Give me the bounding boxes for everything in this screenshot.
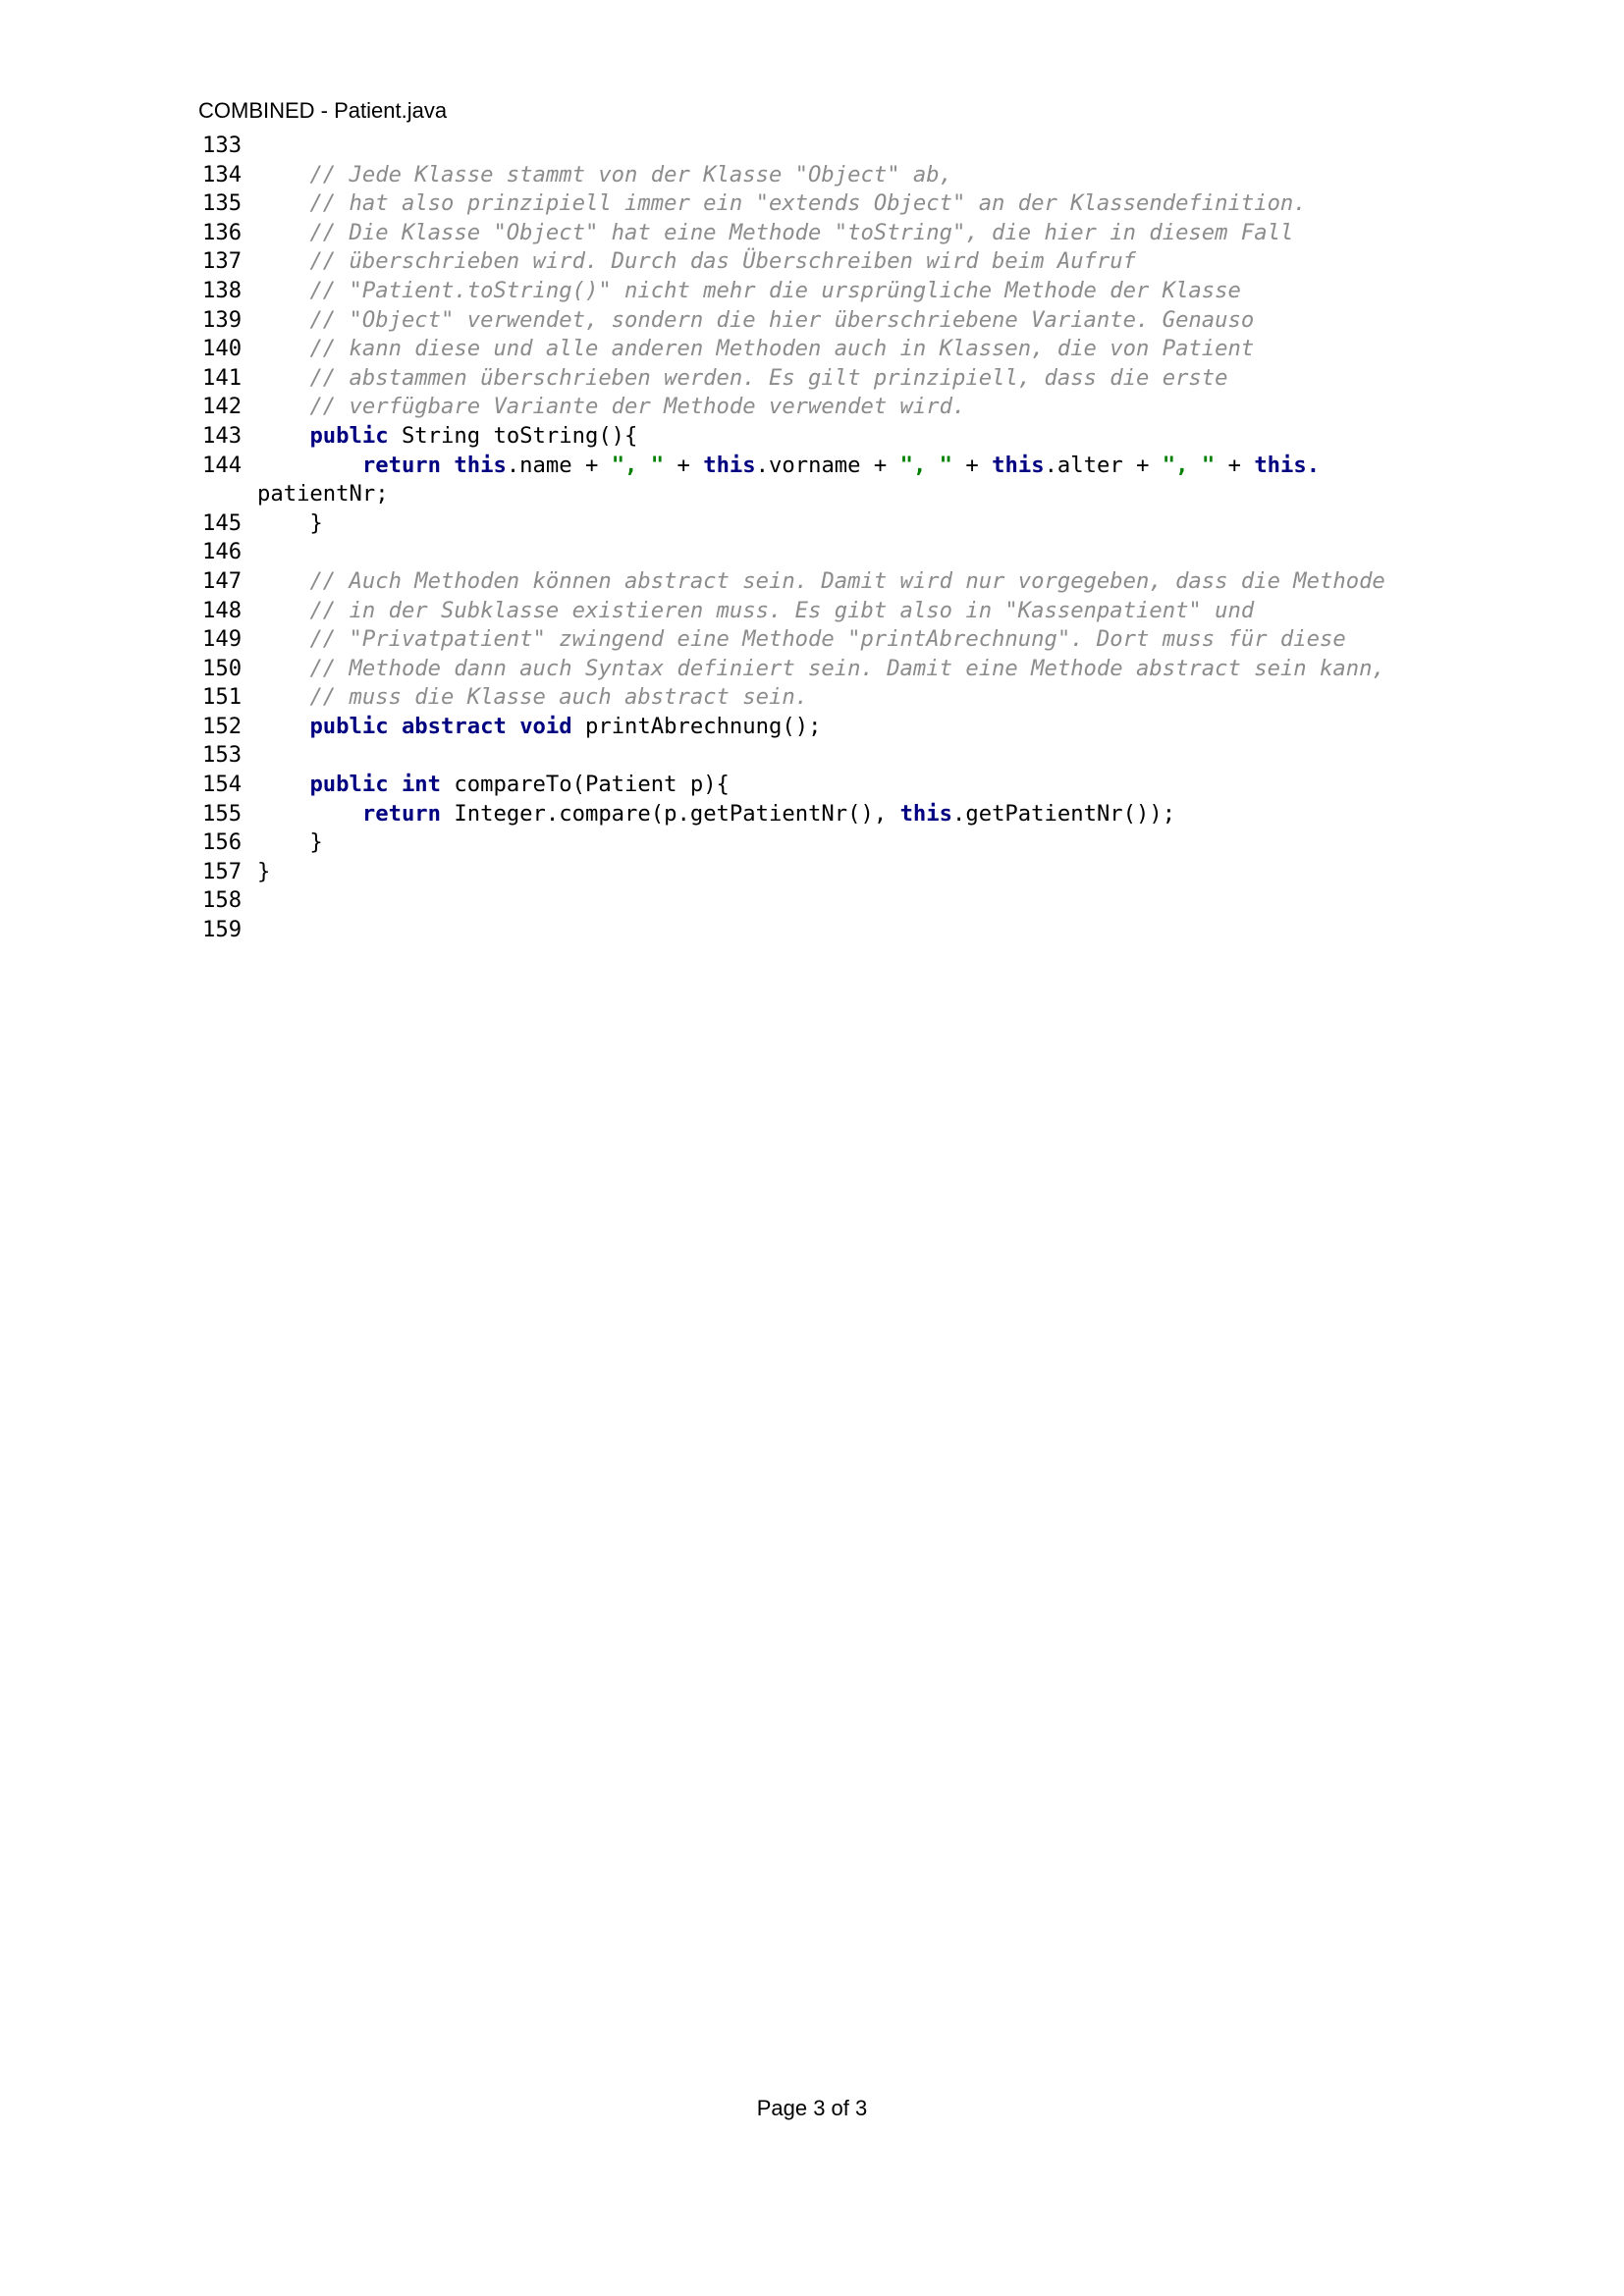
code-token-plain xyxy=(257,365,309,391)
line-code xyxy=(257,306,1254,336)
line-number: 143 xyxy=(202,422,243,449)
code-token-comment: // in der Subklasse existieren muss. Es gibt also in "Kassenpatient" und xyxy=(309,597,1255,623)
code-line xyxy=(202,219,1385,248)
line-code xyxy=(257,335,1254,364)
code-token-comment: // "Object" verwendet, sondern die hier überschriebene Variante. Genauso xyxy=(309,306,1255,333)
code-token-plain: String toString(){ xyxy=(388,422,638,449)
code-token-plain xyxy=(257,278,309,303)
code-token-plain: printAbrechnung(); xyxy=(571,713,822,739)
line-number: 149 xyxy=(202,626,243,653)
code-token-keyword: this. xyxy=(1254,452,1321,478)
line-code xyxy=(257,161,952,190)
code-token-keyword: this xyxy=(703,452,756,478)
code-token-comment: // verfügbare Variante der Methode verwendet wird. xyxy=(309,394,966,420)
line-number: 144 xyxy=(202,452,243,478)
code-line xyxy=(202,189,1385,219)
code-line xyxy=(202,538,1385,567)
code-line xyxy=(202,277,1385,306)
code-token-plain: } xyxy=(257,829,323,856)
code-token-plain: + xyxy=(1215,452,1255,478)
code-token-string: ", " xyxy=(611,452,665,478)
code-line xyxy=(202,452,1385,481)
code-token-plain: + xyxy=(952,452,993,478)
code-token-comment: // abstammen überschrieben werden. Es gilt prinzipiell, dass die erste xyxy=(309,364,1228,391)
code-line xyxy=(202,509,1385,539)
code-token-keyword: public xyxy=(309,422,389,449)
code-token-plain xyxy=(257,772,309,797)
line-number: 156 xyxy=(202,829,243,856)
code-line xyxy=(202,655,1385,684)
line-number: 136 xyxy=(202,219,243,245)
code-token-plain xyxy=(257,684,309,710)
line-number: 155 xyxy=(202,800,243,827)
code-token-comment: // "Privatpatient" zwingend eine Methode "printAbrechnung". Dort muss für diese xyxy=(309,626,1346,653)
line-code xyxy=(257,422,637,452)
line-code xyxy=(257,509,323,539)
code-token-plain xyxy=(257,626,309,652)
code-token-plain xyxy=(389,714,402,739)
code-listing xyxy=(202,132,1385,945)
code-token-plain: compareTo(Patient p){ xyxy=(441,772,730,798)
code-token-keyword: this xyxy=(992,452,1045,478)
line-number: 159 xyxy=(202,917,243,943)
code-line xyxy=(202,886,1385,916)
document-title: COMBINED - Patient.java xyxy=(198,98,448,123)
line-number: 151 xyxy=(202,684,243,711)
code-line xyxy=(202,247,1385,277)
code-token-keyword: return xyxy=(361,452,442,478)
code-token-comment: // Die Klasse "Object" hat eine Methode "toString", die hier in diesem Fall xyxy=(309,219,1294,245)
line-number: 142 xyxy=(202,394,243,420)
code-token-comment: // hat also prinzipiell immer ein "extends Object" an der Klassendefinition. xyxy=(309,190,1307,217)
code-token-comment: // überschrieben wird. Durch das Überschreiben wird beim Aufruf xyxy=(309,248,1136,275)
code-line xyxy=(202,335,1385,364)
line-code xyxy=(257,713,821,742)
page-number: Page 3 of 3 xyxy=(756,2096,868,2120)
line-code xyxy=(257,219,1293,248)
code-token-plain xyxy=(257,714,309,739)
line-code xyxy=(257,277,1241,306)
line-code xyxy=(257,189,1307,219)
code-token-keyword: this xyxy=(899,800,952,827)
line-code xyxy=(257,828,323,858)
line-number: 158 xyxy=(202,887,243,914)
line-number: 148 xyxy=(202,597,243,623)
line-number: 145 xyxy=(202,509,243,536)
line-number: 138 xyxy=(202,277,243,303)
line-number: 133 xyxy=(202,133,243,158)
code-line xyxy=(202,683,1385,713)
code-token-plain: Integer.compare(p.getPatientNr(), xyxy=(441,800,900,827)
code-token-plain xyxy=(257,423,309,449)
line-code xyxy=(257,567,1385,597)
code-token-plain xyxy=(441,453,454,478)
code-token-comment: // muss die Klasse auch abstract sein. xyxy=(309,684,809,711)
code-token-keyword: public xyxy=(309,713,389,739)
code-line xyxy=(202,364,1385,394)
line-number: 146 xyxy=(202,539,243,565)
line-number: 147 xyxy=(202,567,243,594)
code-line xyxy=(202,800,1385,829)
code-token-comment: // Methode dann auch Syntax definiert sein. Damit eine Methode abstract sein kann, xyxy=(309,655,1385,681)
code-token-plain xyxy=(257,307,309,333)
code-token-plain xyxy=(507,714,519,739)
code-line-continuation: patientNr; xyxy=(257,481,389,507)
line-code xyxy=(257,452,1320,481)
code-token-plain xyxy=(257,568,309,594)
code-token-string: ", " xyxy=(1162,452,1216,478)
line-code xyxy=(257,858,270,887)
code-token-comment: // Jede Klasse stammt von der Klasse "Object" ab, xyxy=(309,161,952,187)
code-token-keyword: abstract xyxy=(401,713,507,739)
line-number: 152 xyxy=(202,713,243,739)
line-number: 154 xyxy=(202,772,243,798)
code-token-plain xyxy=(257,656,309,681)
code-line xyxy=(202,916,1385,945)
line-code xyxy=(257,393,965,422)
code-line xyxy=(202,713,1385,742)
line-code xyxy=(257,247,1136,277)
code-token-plain: } xyxy=(257,509,323,536)
line-code xyxy=(257,364,1228,394)
code-line xyxy=(202,161,1385,190)
line-number: 150 xyxy=(202,655,243,681)
code-line xyxy=(202,741,1385,771)
code-line xyxy=(202,393,1385,422)
code-token-plain: + xyxy=(664,452,704,478)
code-token-plain xyxy=(257,248,309,274)
code-token-keyword: this xyxy=(454,452,507,478)
code-line xyxy=(202,567,1385,597)
line-number: 137 xyxy=(202,248,243,275)
line-code xyxy=(257,771,730,800)
line-code xyxy=(257,655,1385,684)
line-number: 141 xyxy=(202,364,243,391)
line-number: 139 xyxy=(202,306,243,333)
code-line xyxy=(202,132,1385,161)
code-line xyxy=(202,771,1385,800)
code-token-plain xyxy=(257,394,309,419)
code-line xyxy=(202,306,1385,336)
code-token-comment: // "Patient.toString()" nicht mehr die ursprüngliche Methode der Klasse xyxy=(309,277,1241,303)
code-token-keyword: int xyxy=(401,772,442,798)
code-token-comment: // kann diese und alle anderen Methoden auch in Klassen, die von Patient xyxy=(309,336,1255,362)
code-token-plain xyxy=(257,336,309,361)
code-line xyxy=(202,625,1385,655)
code-token-plain: .getPatientNr()); xyxy=(952,800,1176,827)
code-line xyxy=(202,597,1385,626)
line-number: 153 xyxy=(202,742,243,769)
code-token-plain: } xyxy=(257,858,271,884)
line-number: 135 xyxy=(202,190,243,217)
code-token-plain xyxy=(257,801,362,827)
line-code xyxy=(257,597,1254,626)
code-token-keyword: return xyxy=(361,800,442,827)
code-token-plain xyxy=(389,772,402,797)
code-token-plain: .alter + xyxy=(1044,452,1163,478)
line-code xyxy=(257,683,808,713)
code-line xyxy=(202,828,1385,858)
line-number: 157 xyxy=(202,858,243,884)
code-token-plain xyxy=(257,162,309,187)
line-code xyxy=(257,625,1346,655)
code-token-plain xyxy=(257,220,309,245)
code-line xyxy=(202,858,1385,887)
line-number: 140 xyxy=(202,336,243,362)
code-token-plain xyxy=(257,190,309,216)
code-token-plain xyxy=(257,453,362,478)
code-token-plain xyxy=(257,598,309,623)
code-token-keyword: public xyxy=(309,772,389,798)
line-number: 134 xyxy=(202,161,243,187)
code-line xyxy=(202,422,1385,452)
code-token-comment: // Auch Methoden können abstract sein. Damit wird nur vorgegeben, dass die Methode xyxy=(309,567,1385,594)
code-token-keyword: void xyxy=(519,713,572,739)
line-code xyxy=(257,800,1175,829)
code-token-plain: .vorname + xyxy=(755,452,900,478)
code-token-plain: .name + xyxy=(506,452,612,478)
code-token-string: ", " xyxy=(899,452,953,478)
